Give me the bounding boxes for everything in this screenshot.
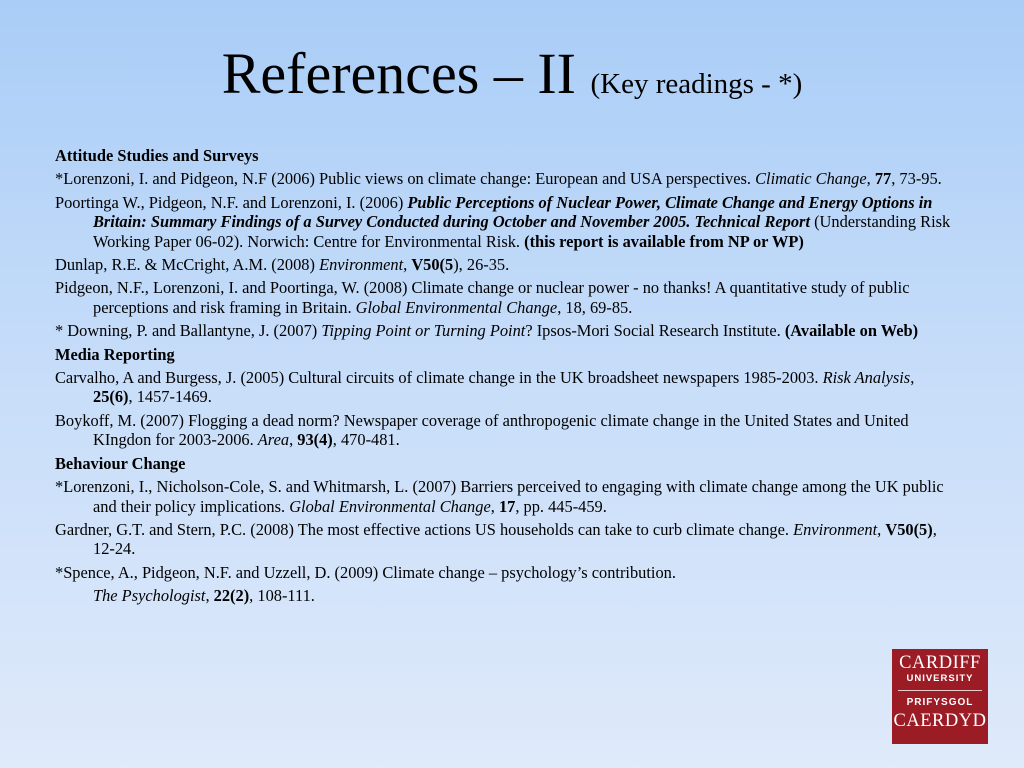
reference-item	[55, 477, 955, 516]
reference-emphasis: Environment	[793, 519, 878, 539]
reference-item	[55, 193, 955, 251]
slide-title-main: References – II	[221, 41, 576, 106]
reference-emphasis: Global Environmental Change	[289, 496, 491, 516]
reference-emphasis: Climatic Change	[755, 169, 867, 189]
reference-text: ? Ipsos-Mori Social Research Institute.	[525, 321, 785, 341]
references-list	[55, 146, 955, 610]
reference-text: (Understanding Risk Working Paper 06-02). Norwich: Centre for Environmental Risk.	[93, 212, 951, 251]
reference-text: *Lorenzoni, I., Nicholson-Cole, S. and Whitmarsh, L. (2007) Barriers perceived to engaging with climate change among the UK public and their policy implications.	[55, 477, 944, 516]
reference-text: ,	[910, 368, 915, 388]
logo-divider	[898, 690, 982, 691]
reference-item	[55, 169, 955, 188]
reference-emphasis: Risk Analysis	[822, 368, 911, 388]
reference-text: Boykoff, M. (2007) Flogging a dead norm? Newspaper coverage of anthropogenic climate change in the United States and United KIngdon for 2003-2006.	[55, 410, 909, 450]
logo-line-prifysgol: PRIFYSGOL	[906, 697, 974, 708]
section-heading: Behaviour Change	[55, 453, 186, 473]
reference-text: ,	[866, 169, 875, 189]
reference-text: Pidgeon, N.F., Lorenzoni, I. and Poortinga, W. (2008) Climate change or nuclear power - no thanks! A quantitative study of public perceptions and risk framing in Britain.	[55, 278, 910, 317]
section-heading: Media Reporting	[55, 344, 175, 364]
reference-emphasis: Global Environmental Change	[355, 297, 558, 317]
reference-text: , 108-111.	[249, 586, 315, 606]
reference-continuation	[55, 586, 955, 605]
reference-text: , 1457-1469.	[128, 387, 212, 407]
reference-text: *Spence, A., Pidgeon, N.F. and Uzzell, D. (2009) Climate change – psychology’s contribution.	[55, 562, 676, 582]
reference-emphasis: 22(2)	[213, 586, 250, 606]
reference-emphasis: Area	[257, 430, 290, 450]
reference-text: *Lorenzoni, I. and Pidgeon, N.F (2006) Public views on climate change: European and USA perspectives.	[55, 169, 756, 189]
reference-emphasis: 93(4)	[297, 430, 333, 450]
reference-emphasis: (Available on Web)	[784, 321, 919, 341]
reference-text: ), 26-35.	[453, 255, 510, 275]
reference-text: Dunlap, R.E. & McCright, A.M. (2008)	[55, 255, 320, 275]
reference-text: ,	[490, 496, 499, 516]
reference-emphasis: 17	[498, 496, 516, 516]
reference-text: , pp. 445-459.	[515, 496, 607, 516]
reference-emphasis: Tipping Point or Turning Point	[321, 321, 526, 341]
logo-line-university: UNIVERSITY	[906, 673, 974, 684]
reference-text: , 470-481.	[332, 430, 400, 450]
reference-text: ,	[877, 519, 886, 539]
section-heading: Attitude Studies and Surveys	[55, 146, 259, 165]
reference-item	[55, 278, 955, 317]
cardiff-university-logo	[892, 649, 988, 744]
reference-emphasis: V50(5)	[885, 519, 933, 539]
reference-emphasis: The Psychologist	[93, 586, 206, 606]
reference-item	[55, 255, 955, 274]
reference-item	[55, 321, 955, 340]
logo-line-caerdydd: CAERDYD	[893, 711, 987, 731]
reference-item	[55, 563, 955, 582]
reference-emphasis: 77	[874, 169, 892, 189]
reference-item	[55, 411, 955, 450]
reference-emphasis: Environment	[319, 255, 404, 275]
reference-text: ,	[289, 430, 298, 450]
reference-text: , 12-24.	[93, 519, 937, 559]
slide-title-sub: (Key readings - *)	[590, 68, 803, 100]
reference-emphasis: V50(5	[411, 255, 454, 275]
reference-text: , 18, 69-85.	[557, 297, 633, 317]
reference-item	[55, 368, 955, 407]
reference-text: Gardner, G.T. and Stern, P.C. (2008) The most effective actions US households can take to curb climate change.	[55, 519, 794, 539]
slide-title	[0, 38, 1024, 120]
reference-emphasis: Public Perceptions of Nuclear Power, Climate Change and Energy Options in Britain: Summary Findings of a Survey Conducted during October and November 2005. Technical Report	[93, 192, 933, 232]
reference-text: * Downing, P. and Ballantyne, J. (2007)	[55, 321, 322, 341]
reference-text: ,	[403, 255, 412, 275]
reference-text: Carvalho, A and Burgess, J. (2005) Cultural circuits of climate change in the UK broadsheet newspapers 1985-2003.	[55, 368, 823, 388]
reference-text: ,	[205, 586, 214, 606]
reference-emphasis: (this report is available from NP or WP)	[524, 231, 804, 251]
reference-item	[55, 520, 955, 559]
reference-text: , 73-95.	[891, 169, 942, 189]
reference-text: Poortinga W., Pidgeon, N.F. and Lorenzoni, I. (2006)	[55, 192, 408, 212]
logo-line-cardiff: CARDIFF	[899, 653, 981, 673]
reference-emphasis: 25(6)	[93, 387, 129, 407]
